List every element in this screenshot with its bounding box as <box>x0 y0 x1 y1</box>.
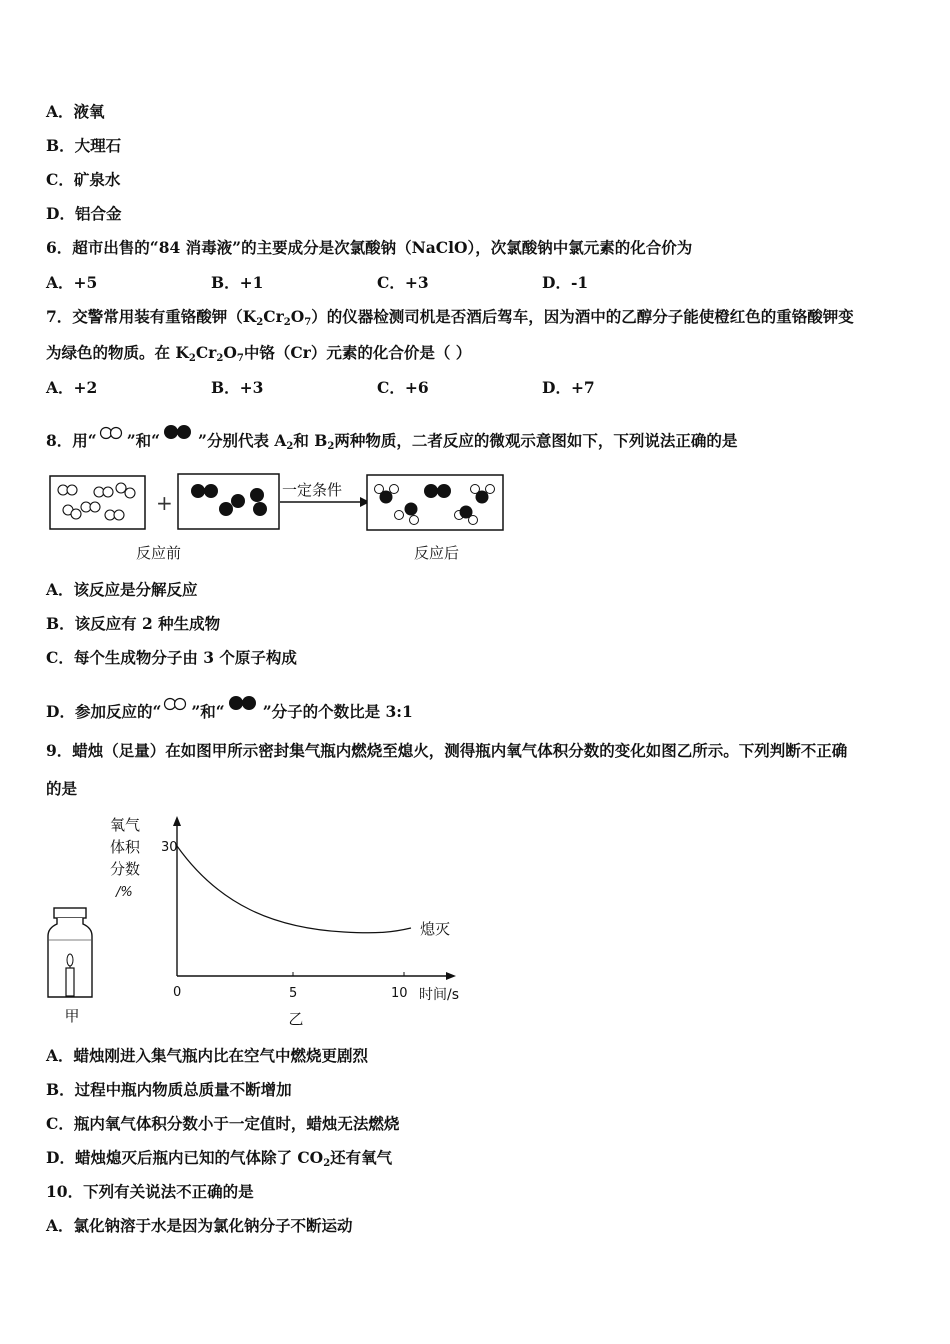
black-molecule-icon <box>162 424 196 440</box>
q7-text: O <box>223 343 237 362</box>
q8-text: 8．用“ <box>46 431 97 450</box>
q6-option-d: D．-1 <box>542 273 589 292</box>
q8-option-d-text: ”和“ <box>191 702 225 721</box>
subscript: 7 <box>304 317 312 328</box>
q9-option-b: B．过程中瓶内物质总质量不断增加 <box>46 1080 292 1099</box>
white-molecule-icon <box>163 697 189 711</box>
subscript: 7 <box>236 353 244 364</box>
q7-text: 为绿色的物质。在 K <box>46 343 189 362</box>
q8-option-b: B．该反应有 2 种生成物 <box>46 614 221 633</box>
black-molecule-icon <box>227 695 261 711</box>
q7-text: ）的仪器检测司机是否酒后驾车，因为酒中的乙醇分子能使橙红色的重铬酸钾变 <box>311 307 854 326</box>
q8-option-d <box>46 695 413 722</box>
q10-option-a: A．氯化钠溶于水是因为氯化钠分子不断运动 <box>46 1216 353 1235</box>
q9-option-c: C．瓶内氧气体积分数小于一定值时，蜡烛无法燃烧 <box>46 1114 400 1133</box>
q8-text: 和 B <box>293 431 328 450</box>
reaction-diagram-svg <box>48 468 508 532</box>
subscript: 2 <box>327 441 335 452</box>
ylabel-line2: 体积 <box>110 838 141 856</box>
q7-stem-line2 <box>46 343 471 369</box>
q5-option-d: D．铝合金 <box>46 204 122 223</box>
subscript: 2 <box>256 317 264 328</box>
gas-bottle-icon <box>48 908 92 997</box>
ylabel-line4: /% <box>116 885 133 900</box>
q9-figure <box>44 810 474 1030</box>
q6-option-a: A．+5 <box>46 273 98 292</box>
q7-text: O <box>290 307 305 326</box>
subscript: 2 <box>323 1158 331 1169</box>
q7-text: Cr <box>195 343 217 362</box>
plus-sign: + <box>156 491 173 515</box>
after-label: 反应后 <box>414 544 460 562</box>
y-axis-arrow <box>173 816 181 826</box>
q7-stem-line1 <box>46 307 854 333</box>
reaction-condition: 一定条件 <box>282 481 343 499</box>
q5-option-c: C．矿泉水 <box>46 170 121 189</box>
q7-option-b: B．+3 <box>211 378 264 397</box>
q6-option-c: C．+3 <box>377 273 429 292</box>
subscript: 2 <box>216 353 224 364</box>
q6-stem: 6．超市出售的“84 消毒液”的主要成分是次氯酸钠（NaClO），次氯酸钠中氯元素的化合价为 <box>46 238 693 257</box>
q5-option-a: A．液氧 <box>46 102 105 121</box>
extinguish-label: 熄灭 <box>420 920 451 938</box>
x-tick-0: 0 <box>173 985 182 1000</box>
q8-stem <box>46 424 737 457</box>
q9-option-d <box>46 1148 392 1174</box>
oxygen-chart <box>44 810 474 1030</box>
q8-option-d-text: ”分子的个数比是 3:1 <box>262 702 413 721</box>
label-jia: 甲 <box>64 1007 80 1025</box>
q7-option-c: C．+6 <box>377 378 429 397</box>
label-yi: 乙 <box>288 1010 304 1028</box>
subscript: 2 <box>286 441 294 452</box>
q6-option-b: B．+1 <box>211 273 264 292</box>
q7-text: 中铬（Cr）元素的化合价是（ ） <box>243 343 472 362</box>
q9-stem-line1: 9．蜡烛（足量）在如图甲所示密封集气瓶内燃烧至熄火，测得瓶内氧气体积分数的变化如图乙所示。下列判断不正确 <box>46 741 848 760</box>
q9-option-a: A．蜡烛刚进入集气瓶内比在空气中燃烧更剧烈 <box>46 1046 369 1065</box>
q7-text: 7．交警常用装有重铬酸钾（K <box>46 307 257 326</box>
q8-text: ”和“ <box>126 431 161 450</box>
q8-option-a: A．该反应是分解反应 <box>46 580 198 599</box>
x-tick-5: 5 <box>289 986 298 1001</box>
q8-text: ”分别代表 A <box>198 431 287 450</box>
q9-option-d-text: D．蜡烛熄灭后瓶内已知的气体除了 CO <box>46 1148 324 1167</box>
reactant-b-box <box>178 474 279 529</box>
white-molecule-icon <box>99 426 125 440</box>
q8-option-d-text: D．参加反应的“ <box>46 702 162 721</box>
q8-text: 两种物质，二者反应的微观示意图如下，下列说法正确的是 <box>334 431 738 450</box>
q9-option-d-text: 还有氧气 <box>330 1148 393 1167</box>
q7-option-a: A．+2 <box>46 378 98 397</box>
x-tick-10: 10 <box>391 986 408 1001</box>
subscript: 2 <box>188 353 196 364</box>
ylabel-line3: 分数 <box>110 860 141 878</box>
reaction-diagram <box>48 468 508 568</box>
q7-text: Cr <box>263 307 284 326</box>
x-axis-label: 时间/s <box>419 987 460 1003</box>
q7-option-d: D．+7 <box>542 378 595 397</box>
q8-option-c: C．每个生成物分子由 3 个原子构成 <box>46 648 297 667</box>
q5-option-b: B．大理石 <box>46 136 122 155</box>
y-tick-30: 30 <box>161 840 178 855</box>
subscript: 2 <box>283 317 291 328</box>
oxygen-curve <box>177 846 411 933</box>
before-label: 反应前 <box>136 544 182 562</box>
q9-stem-line2: 的是 <box>46 779 78 798</box>
ylabel-line1: 氧气 <box>110 816 141 834</box>
x-axis-arrow <box>446 972 456 980</box>
q10-stem: 10．下列有关说法不正确的是 <box>46 1182 254 1201</box>
